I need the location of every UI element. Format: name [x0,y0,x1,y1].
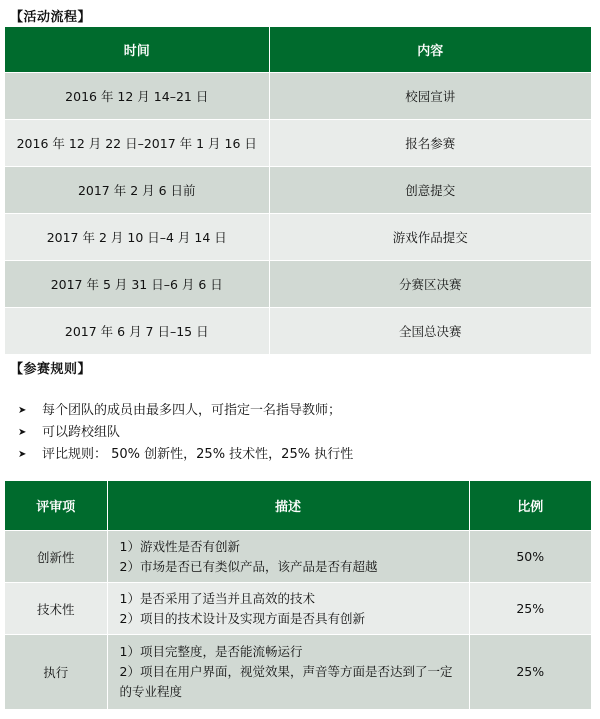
schedule-time: 2016 年 12 月 14–21 日 [5,73,269,120]
schedule-table [5,27,591,354]
table-row [5,167,591,214]
criteria-header-ratio: 比例 [469,481,591,531]
criteria-item: 技术性 [5,583,107,635]
criteria-desc-line: 1）游戏性是否有创新 [119,538,240,554]
table-row [5,583,591,635]
criteria-desc-line: 1）是否采用了适当并且高效的技术 [119,590,315,606]
criteria-desc-line: 2）项目的技术设计及实现方面是否具有创新 [119,610,365,626]
arrow-bullet-icon: ➤ [18,449,27,460]
table-row [5,635,591,709]
table-row [5,214,591,261]
criteria-desc [107,531,469,583]
schedule-content: 全国总决赛 [269,308,591,355]
criteria-header-item: 评审项 [5,481,107,531]
criteria-desc-line: 2）市场是否已有类似产品，该产品是否有超越 [119,558,378,574]
schedule-time: 2017 年 2 月 6 日前 [5,167,269,214]
schedule-header-time: 时间 [5,27,269,73]
criteria-ratio: 25% [469,635,591,709]
rule-text: 每个团队的成员由最多四人，可指定一名指导教师； [42,403,342,418]
arrow-bullet-icon: ➤ [18,405,27,416]
schedule-header-content: 内容 [269,27,591,73]
table-row [5,261,591,308]
table-row [5,308,591,355]
criteria-header-row [5,481,591,531]
list-item [18,400,353,422]
schedule-time: 2017 年 5 月 31 日–6 月 6 日 [5,261,269,308]
section-title-schedule: 【活动流程】 [10,10,92,25]
table-row [5,73,591,120]
rule-text: 可以跨校组队 [42,425,121,440]
criteria-desc [107,583,469,635]
criteria-desc-line: 2）项目在用户界面，视觉效果，声音等方面是否达到了一定的专业程度 [119,663,453,699]
criteria-ratio: 25% [469,583,591,635]
schedule-time: 2016 年 12 月 22 日–2017 年 1 月 16 日 [5,120,269,167]
table-row [5,531,591,583]
schedule-content: 创意提交 [269,167,591,214]
schedule-time: 2017 年 6 月 7 日–15 日 [5,308,269,355]
schedule-time: 2017 年 2 月 10 日–4 月 14 日 [5,214,269,261]
section-title-rules: 【参赛规则】 [10,362,92,377]
list-item [18,444,353,466]
criteria-desc-line: 1）项目完整度，是否能流畅运行 [119,643,303,659]
criteria-item: 执行 [5,635,107,709]
schedule-content: 报名参赛 [269,120,591,167]
criteria-ratio: 50% [469,531,591,583]
schedule-header-row [5,27,591,73]
list-item [18,422,353,444]
rules-list [18,400,353,466]
criteria-desc [107,635,469,709]
schedule-content: 分赛区决赛 [269,261,591,308]
schedule-content: 校园宣讲 [269,73,591,120]
schedule-content: 游戏作品提交 [269,214,591,261]
criteria-item: 创新性 [5,531,107,583]
criteria-header-desc: 描述 [107,481,469,531]
criteria-table [5,481,591,709]
rule-text: 评比规则： 50% 创新性，25% 技术性，25% 执行性 [42,447,354,462]
table-row [5,120,591,167]
arrow-bullet-icon: ➤ [18,427,27,438]
